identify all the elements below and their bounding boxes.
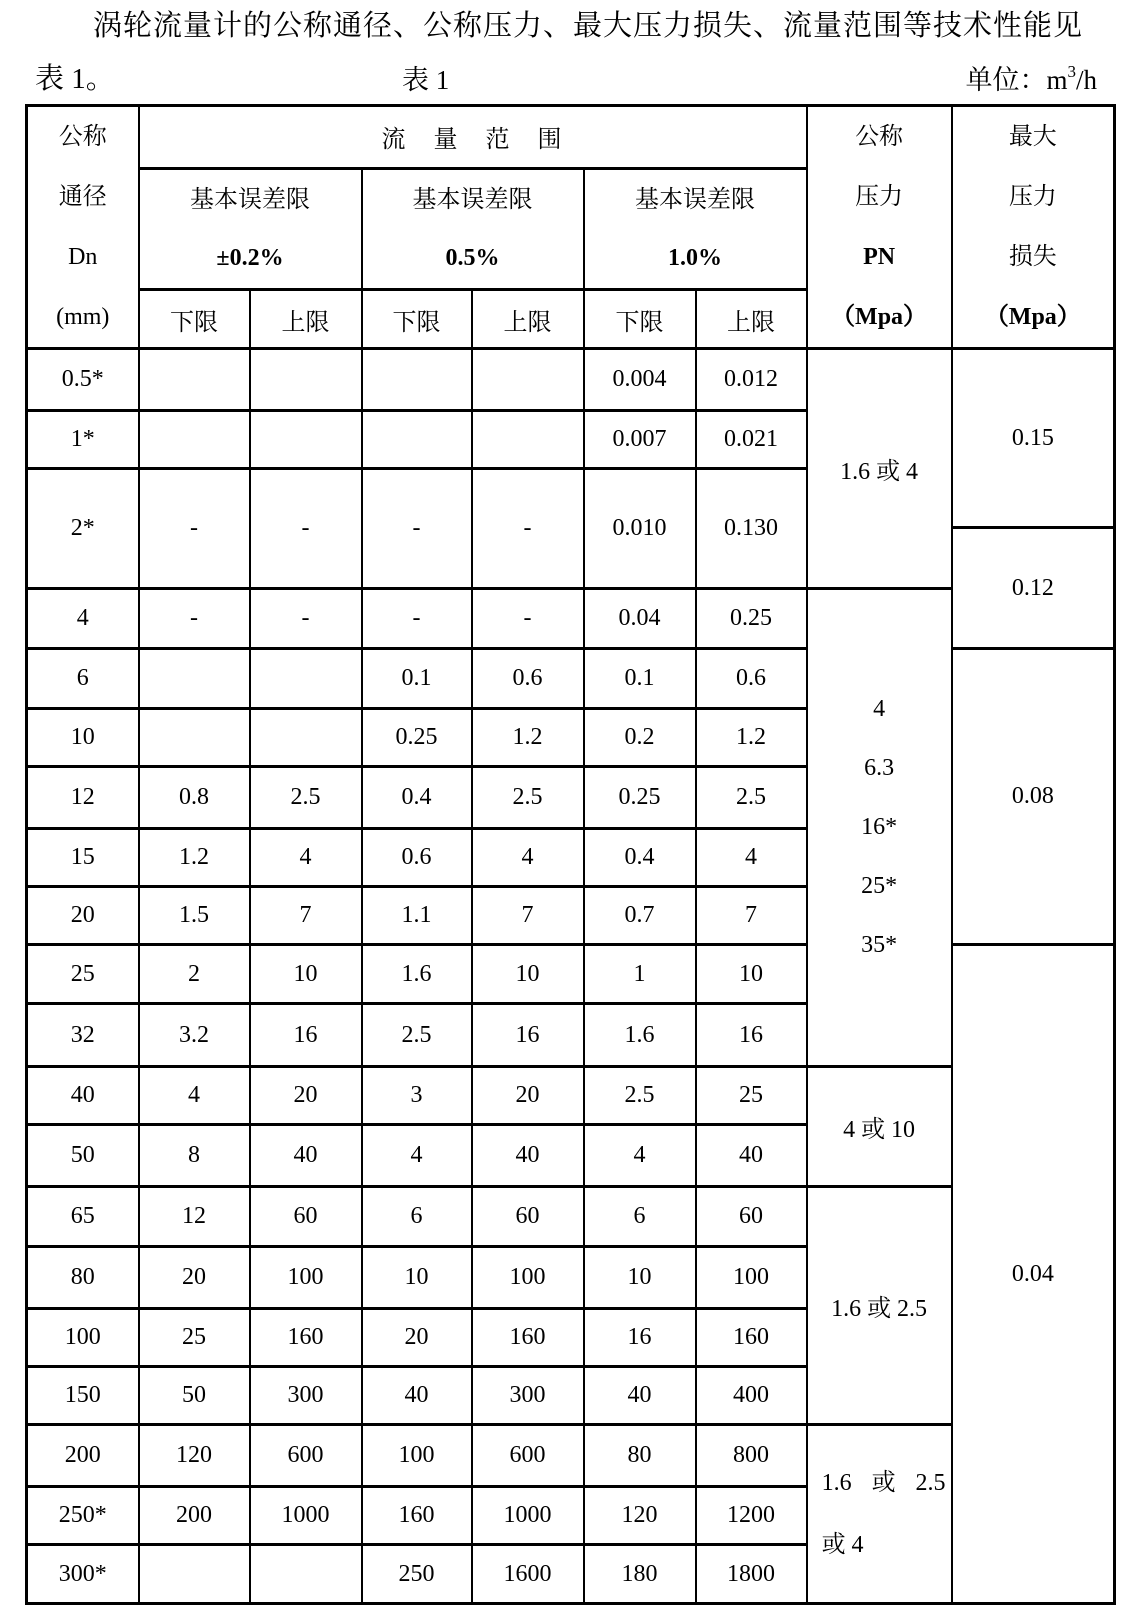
error-02-value: ±0.2% xyxy=(216,245,284,272)
value-cell xyxy=(250,411,362,469)
value-cell: 1000 xyxy=(250,1487,362,1545)
header-pn-line2: 压力 xyxy=(855,184,904,210)
value-cell xyxy=(250,649,362,709)
dn-cell: 40 xyxy=(27,1067,139,1125)
value-cell: 40 xyxy=(584,1367,696,1425)
dn-cell: 80 xyxy=(27,1247,139,1309)
value-cell: 0.004 xyxy=(584,349,696,411)
table-caption-row xyxy=(0,48,1135,102)
header-dn-line4: (mm) xyxy=(56,304,110,330)
value-cell: 0.1 xyxy=(584,649,696,709)
value-cell: 250 xyxy=(362,1545,472,1604)
header-error-05 xyxy=(362,168,584,290)
value-cell: 20 xyxy=(472,1067,584,1125)
value-cell: 20 xyxy=(139,1247,250,1309)
error-05-title: 基本误差限 xyxy=(412,187,533,214)
value-cell: 0.6 xyxy=(472,649,584,709)
header-pn-line4: （Mpa） xyxy=(831,304,928,330)
dn-cell: 250* xyxy=(27,1487,139,1545)
value-cell: 400 xyxy=(696,1367,807,1425)
intro-paragraph: 涡轮流量计的公称通径、公称压力、最大压力损失、流量范围等技术性能见 xyxy=(93,10,1084,42)
value-cell: 0.4 xyxy=(362,767,472,829)
value-cell: 1600 xyxy=(472,1545,584,1604)
value-cell: 10 xyxy=(250,945,362,1004)
value-cell: 180 xyxy=(584,1545,696,1604)
dn-cell: 0.5* xyxy=(27,349,139,411)
dn-cell: 65 xyxy=(27,1187,139,1247)
pn-cell: 1.6 或 2.5 xyxy=(807,1187,952,1425)
header-dn-line3: Dn xyxy=(68,244,98,270)
value-cell: - xyxy=(472,589,584,649)
header-error-02 xyxy=(139,168,362,290)
value-cell: 3.2 xyxy=(139,1004,250,1067)
value-cell: 6 xyxy=(584,1187,696,1247)
value-cell xyxy=(139,649,250,709)
header-dn-line1: 公称 xyxy=(58,124,107,150)
value-cell: 4 xyxy=(696,829,807,887)
value-cell: 300 xyxy=(250,1367,362,1425)
table-row xyxy=(27,649,1115,709)
pn-cell xyxy=(807,1425,952,1604)
value-cell: 40 xyxy=(250,1125,362,1187)
value-cell: 60 xyxy=(696,1187,807,1247)
value-cell: 0.25 xyxy=(362,709,472,767)
value-cell: 1200 xyxy=(696,1487,807,1545)
pn-cell xyxy=(807,589,952,1067)
pn-option: 或 4 xyxy=(821,1532,864,1558)
value-cell xyxy=(362,349,472,411)
value-cell: 2 xyxy=(139,945,250,1004)
value-cell: - xyxy=(139,469,250,589)
dn-cell: 50 xyxy=(27,1125,139,1187)
dn-cell: 4 xyxy=(27,589,139,649)
value-cell: 0.130 xyxy=(696,469,807,589)
pn-option: 25* xyxy=(861,873,898,899)
error-10-title: 基本误差限 xyxy=(635,187,756,214)
value-cell xyxy=(139,709,250,767)
value-cell: - xyxy=(250,589,362,649)
loss-cell: 0.12 xyxy=(952,528,1115,649)
spec-table xyxy=(25,104,1116,1605)
value-cell: 800 xyxy=(696,1425,807,1487)
value-cell: 16 xyxy=(696,1004,807,1067)
header-row-1 xyxy=(27,106,1115,169)
value-cell xyxy=(139,349,250,411)
pn-option: 4 xyxy=(873,696,886,722)
pn-cell: 4 或 10 xyxy=(807,1067,952,1187)
header-loss xyxy=(952,106,1115,349)
table-row xyxy=(27,1187,1115,1247)
pn-option: 1.6 或 2.5 xyxy=(821,1470,946,1496)
value-cell xyxy=(139,411,250,469)
dn-cell: 1* xyxy=(27,411,139,469)
header-flow-range: 流 量 范 围 xyxy=(139,106,807,169)
value-cell: 0.012 xyxy=(696,349,807,411)
pn-cell: 1.6 或 4 xyxy=(807,349,952,589)
header-pn xyxy=(807,106,952,349)
value-cell: 160 xyxy=(472,1309,584,1367)
dn-cell: 100 xyxy=(27,1309,139,1367)
value-cell: 1.2 xyxy=(696,709,807,767)
value-cell: 60 xyxy=(472,1187,584,1247)
value-cell: 20 xyxy=(250,1067,362,1125)
value-cell: 40 xyxy=(362,1367,472,1425)
unit-suffix: /h xyxy=(1075,65,1097,95)
value-cell: 10 xyxy=(362,1247,472,1309)
value-cell: 0.021 xyxy=(696,411,807,469)
value-cell: 2.5 xyxy=(584,1067,696,1125)
loss-cell: 0.04 xyxy=(952,945,1115,1604)
value-cell: - xyxy=(362,469,472,589)
value-cell: 12 xyxy=(139,1187,250,1247)
value-cell: 4 xyxy=(362,1125,472,1187)
value-cell: 200 xyxy=(139,1487,250,1545)
header-pn-line3: PN xyxy=(863,244,896,270)
pn-option: 35* xyxy=(861,932,898,958)
value-cell: 1.1 xyxy=(362,887,472,945)
value-cell: 80 xyxy=(584,1425,696,1487)
value-cell: 4 xyxy=(472,829,584,887)
value-cell: 4 xyxy=(139,1067,250,1125)
table-row xyxy=(27,589,1115,649)
header-dn xyxy=(27,106,139,349)
header-upper-02: 上限 xyxy=(250,290,362,349)
value-cell: 7 xyxy=(250,887,362,945)
value-cell: 60 xyxy=(250,1187,362,1247)
value-cell: 1.2 xyxy=(139,829,250,887)
value-cell: 160 xyxy=(362,1487,472,1545)
header-lower-05: 下限 xyxy=(362,290,472,349)
header-lower-10: 下限 xyxy=(584,290,696,349)
value-cell: 50 xyxy=(139,1367,250,1425)
value-cell xyxy=(472,411,584,469)
value-cell: 0.2 xyxy=(584,709,696,767)
value-cell: 100 xyxy=(250,1247,362,1309)
value-cell: 0.4 xyxy=(584,829,696,887)
dn-cell: 32 xyxy=(27,1004,139,1067)
value-cell: 16 xyxy=(250,1004,362,1067)
value-cell: 1000 xyxy=(472,1487,584,1545)
dn-cell: 20 xyxy=(27,887,139,945)
value-cell: 6 xyxy=(362,1187,472,1247)
unit-base: m xyxy=(1046,65,1068,95)
dn-cell: 150 xyxy=(27,1367,139,1425)
value-cell: 10 xyxy=(584,1247,696,1309)
header-upper-05: 上限 xyxy=(472,290,584,349)
dn-cell: 300* xyxy=(27,1545,139,1604)
table-row xyxy=(27,1425,1115,1487)
value-cell xyxy=(250,349,362,411)
value-cell: 0.1 xyxy=(362,649,472,709)
value-cell: 100 xyxy=(362,1425,472,1487)
value-cell: - xyxy=(139,589,250,649)
dn-cell: 200 xyxy=(27,1425,139,1487)
unit-prefix: 单位： xyxy=(965,65,1047,95)
value-cell: 300 xyxy=(472,1367,584,1425)
value-cell: 0.8 xyxy=(139,767,250,829)
value-cell xyxy=(362,411,472,469)
header-error-10 xyxy=(584,168,807,290)
value-cell: 20 xyxy=(362,1309,472,1367)
value-cell: 120 xyxy=(139,1425,250,1487)
value-cell: 10 xyxy=(696,945,807,1004)
value-cell: - xyxy=(362,589,472,649)
value-cell: 1.5 xyxy=(139,887,250,945)
value-cell xyxy=(472,349,584,411)
error-02-title: 基本误差限 xyxy=(190,187,310,214)
header-loss-line3: 损失 xyxy=(1008,244,1057,270)
value-cell xyxy=(250,1545,362,1604)
value-cell: 2.5 xyxy=(696,767,807,829)
value-cell: 600 xyxy=(472,1425,584,1487)
dn-cell: 15 xyxy=(27,829,139,887)
caption-left: 表 1。 xyxy=(35,63,115,95)
value-cell: 1.2 xyxy=(472,709,584,767)
value-cell: - xyxy=(472,469,584,589)
unit-label xyxy=(965,58,1097,97)
value-cell: 25 xyxy=(139,1309,250,1367)
header-lower-02: 下限 xyxy=(139,290,250,349)
value-cell: 8 xyxy=(139,1125,250,1187)
header-upper-10: 上限 xyxy=(696,290,807,349)
value-cell: 0.04 xyxy=(584,589,696,649)
error-05-value: 0.5% xyxy=(445,245,500,272)
value-cell: 1.6 xyxy=(584,1004,696,1067)
table-row xyxy=(27,1067,1115,1125)
loss-cell: 0.15 xyxy=(952,349,1115,528)
value-cell: 0.6 xyxy=(696,649,807,709)
value-cell: 0.25 xyxy=(696,589,807,649)
value-cell: 0.25 xyxy=(584,767,696,829)
value-cell: 100 xyxy=(696,1247,807,1309)
value-cell: 1.6 xyxy=(362,945,472,1004)
header-loss-line4: （Mpa） xyxy=(984,304,1081,330)
value-cell: 0.010 xyxy=(584,469,696,589)
value-cell: 16 xyxy=(472,1004,584,1067)
unit-superscript: 3 xyxy=(1067,62,1076,81)
table-row xyxy=(27,349,1115,411)
value-cell: 4 xyxy=(250,829,362,887)
dn-cell: 12 xyxy=(27,767,139,829)
header-loss-line1: 最大 xyxy=(1008,124,1057,150)
dn-cell: 10 xyxy=(27,709,139,767)
table-caption: 表 1 xyxy=(402,65,450,95)
value-cell: 7 xyxy=(472,887,584,945)
dn-cell: 6 xyxy=(27,649,139,709)
pn-option: 16* xyxy=(861,814,898,840)
value-cell: - xyxy=(250,469,362,589)
value-cell: 1 xyxy=(584,945,696,1004)
value-cell: 2.5 xyxy=(472,767,584,829)
value-cell: 7 xyxy=(696,887,807,945)
value-cell: 1800 xyxy=(696,1545,807,1604)
value-cell xyxy=(250,709,362,767)
pn-option: 6.3 xyxy=(864,755,895,781)
value-cell: 0.007 xyxy=(584,411,696,469)
dn-cell: 25 xyxy=(27,945,139,1004)
error-10-value: 1.0% xyxy=(668,245,723,272)
value-cell: 16 xyxy=(584,1309,696,1367)
header-pn-line1: 公称 xyxy=(855,124,904,150)
dn-cell: 2* xyxy=(27,469,139,589)
header-dn-line2: 通径 xyxy=(58,184,107,210)
value-cell: 2.5 xyxy=(362,1004,472,1067)
value-cell: 0.7 xyxy=(584,887,696,945)
value-cell: 120 xyxy=(584,1487,696,1545)
value-cell: 3 xyxy=(362,1067,472,1125)
value-cell: 25 xyxy=(696,1067,807,1125)
value-cell: 100 xyxy=(472,1247,584,1309)
value-cell: 600 xyxy=(250,1425,362,1487)
value-cell: 40 xyxy=(472,1125,584,1187)
value-cell: 10 xyxy=(472,945,584,1004)
loss-cell: 0.08 xyxy=(952,649,1115,945)
value-cell: 160 xyxy=(250,1309,362,1367)
value-cell: 160 xyxy=(696,1309,807,1367)
value-cell: 4 xyxy=(584,1125,696,1187)
value-cell: 0.6 xyxy=(362,829,472,887)
table-row xyxy=(27,945,1115,1004)
value-cell: 40 xyxy=(696,1125,807,1187)
header-loss-line2: 压力 xyxy=(1008,184,1057,210)
value-cell xyxy=(139,1545,250,1604)
value-cell: 2.5 xyxy=(250,767,362,829)
